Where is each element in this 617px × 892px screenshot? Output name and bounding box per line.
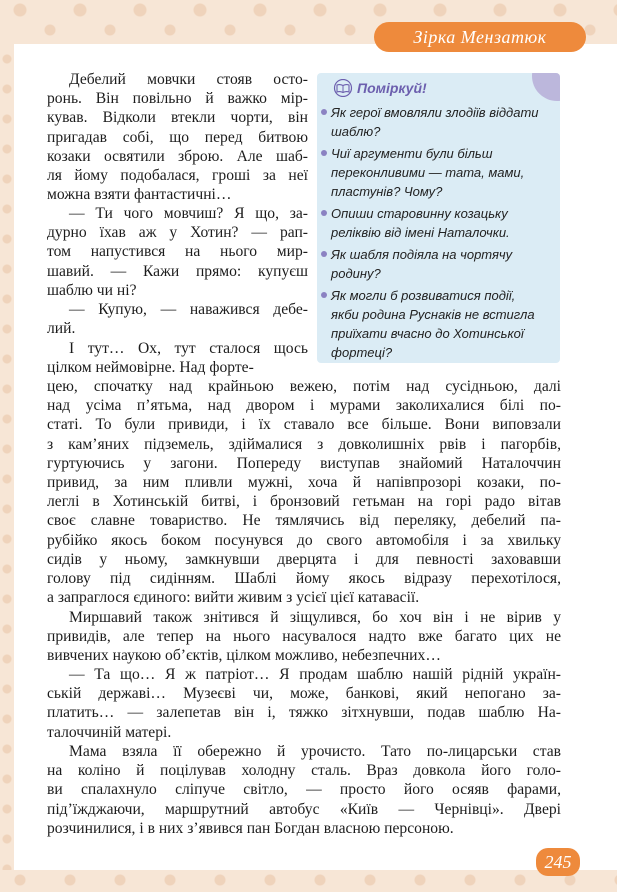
paragraph-5 xyxy=(47,608,561,666)
question-line: Чиї аргументи були більш xyxy=(331,146,493,161)
text-line: цею, спочатку над крайньою вежею, потім над сусідньою, далі xyxy=(47,378,561,395)
text-line: Дебелий мовчки стояв осто- xyxy=(69,71,308,88)
text-line: — Купую, — наважився дебе- xyxy=(69,301,308,318)
open-book-icon xyxy=(333,79,353,97)
text-line: том напустився на нього мир- xyxy=(47,243,308,261)
question-list xyxy=(321,103,557,363)
question-line: Як герої вмовляли злодіїв віддати xyxy=(331,105,539,120)
bottom-ornament xyxy=(0,870,617,892)
sidebar-title-text: Поміркуй! xyxy=(357,80,427,96)
text-line: своє славне товариство. Не тямлячись від переляку, дебелий па- xyxy=(47,512,561,530)
question-line: родину? xyxy=(331,266,381,281)
text-line: ви спалахнуло сліпуче світло, — просто його осяяв фарами, xyxy=(47,781,561,799)
text-line: Мама взяла її обережно й урочисто. Тато по-лицарськи став xyxy=(69,743,561,760)
question-item xyxy=(321,204,557,242)
text-line: І тут… Ох, тут сталося щось xyxy=(69,340,308,357)
text-line: статі. То були привиди, і їх ставало все більше. Вони виповзали xyxy=(47,416,561,434)
text-line: на коліно й поцілував холодну сталь. Враз довкола його голо- xyxy=(47,762,561,780)
text-line: цілком неймовірне. Над форте- xyxy=(47,359,254,377)
question-line: якби родина Руснаків не встигла xyxy=(331,307,535,322)
question-line: приїхати вчасно до Хотинської xyxy=(331,326,524,341)
text-line: можна взяти фантастичні… xyxy=(47,186,232,204)
text-line: платить… — залепетав він і, тяжко зітхнувши, подав шаблю На- xyxy=(47,704,561,722)
paragraph-4-rest xyxy=(47,377,561,607)
text-line: ля йому подобалася, гроші за неї xyxy=(47,167,308,185)
text-line: ронь. Він повільно й важко мір- xyxy=(47,90,308,108)
question-line: переконливими — тата, мами, xyxy=(331,165,525,180)
question-item xyxy=(321,286,557,362)
paragraph-3 xyxy=(47,300,308,338)
text-line: сидів у ньому, замкнувши дверцята і для певності заховавши xyxy=(47,550,561,568)
question-line: Як могли б розвиватися події, xyxy=(331,288,516,303)
paragraph-4-start xyxy=(47,339,308,377)
question-line: Як шабля подіяла на чортячу xyxy=(331,247,513,262)
text-line: Миршавий також знітився й зіщулився, бо хоч він і не вірив у xyxy=(69,609,561,626)
sidebar-title xyxy=(333,77,427,99)
text-line: пригадав собі, що перед битвою xyxy=(47,128,308,146)
text-line: ській державі… Музеєві чи, може, банкові, який непогано за- xyxy=(47,685,561,703)
paragraph-6 xyxy=(47,665,561,742)
text-line: привид, за ним пливли мужні, хоча й напівпрозорі козаки, по- xyxy=(47,474,561,492)
text-line: голову під сидінням. Шаблі йому якось відразу перехотілося, xyxy=(47,570,561,588)
text-line: рубійко якось боком посунувся до свого автомобіля і за хвильку xyxy=(47,531,561,549)
text-line: вивчених наукою об’єктів, цілком можливо, небезпечних… xyxy=(47,647,441,665)
question-line: реліквію від імені Наталочки. xyxy=(331,225,510,240)
bullet-icon xyxy=(321,251,327,257)
text-line: козаки освятили зброю. Але шаб- xyxy=(47,147,308,165)
paragraph-2 xyxy=(47,204,308,300)
text-line: талоччиній матері. xyxy=(47,723,172,741)
text-line: лий. xyxy=(47,320,76,338)
text-line: шаблю чи ні? xyxy=(47,281,137,299)
page-number: 245 xyxy=(536,848,580,876)
question-item xyxy=(321,144,557,201)
text-line: дурно їхав аж у Хотин? — рап- xyxy=(47,224,308,242)
question-item xyxy=(321,103,557,141)
bullet-icon xyxy=(321,109,327,115)
text-line: гуртуючись у загони. Попереду виступав знайомий Наталоччин xyxy=(47,454,561,472)
text-line: розчинилися, і в них з’явився пан Богдан власною персоною. xyxy=(47,819,454,837)
author-banner: Зірка Мензатюк xyxy=(374,22,586,52)
paragraph-1 xyxy=(47,70,308,204)
text-line: леглі в Хотинській битві, і бронзовий гетьман на горі радо вітав xyxy=(47,493,561,511)
text-line: над усіма п’ятьма, над двором і мурами заколихалися білі по- xyxy=(47,397,561,415)
question-line: фортеці? xyxy=(331,345,393,360)
text-line: а запраглося єдиного: вийти живим з усієї цієї катавасії. xyxy=(47,589,420,607)
think-sidebar xyxy=(317,73,560,363)
question-line: шаблю? xyxy=(331,124,381,139)
text-line: шавий. — Кажи прямо: купуєш xyxy=(47,262,308,280)
question-item xyxy=(321,245,557,283)
sidebar-corner-decoration xyxy=(532,73,560,101)
bullet-icon xyxy=(321,210,327,216)
text-line: привидів, але тепер на нього насувалося надто вже багато цих не xyxy=(47,628,561,646)
text-line: кував. Відколи втекли чорти, він xyxy=(47,109,308,127)
text-line: з кам’яних підземель, здіймалися з довколишніх рвів і пагорбів, xyxy=(47,435,561,453)
text-line: — Та що… Я ж патріот… Я продам шаблю нашій рідній україн- xyxy=(69,666,561,683)
text-line: — Ти чого мовчиш? Я що, за- xyxy=(69,205,308,222)
bullet-icon xyxy=(321,150,327,156)
bullet-icon xyxy=(321,292,327,298)
text-line: під’їжджаючи, маршрутний автобус «Київ — Чернівці». Двері xyxy=(47,800,561,818)
paragraph-7 xyxy=(47,742,561,838)
left-ornament xyxy=(0,44,14,892)
question-line: Опиши старовинну козацьку xyxy=(331,206,508,221)
question-line: пластунів? Чому? xyxy=(331,184,443,199)
